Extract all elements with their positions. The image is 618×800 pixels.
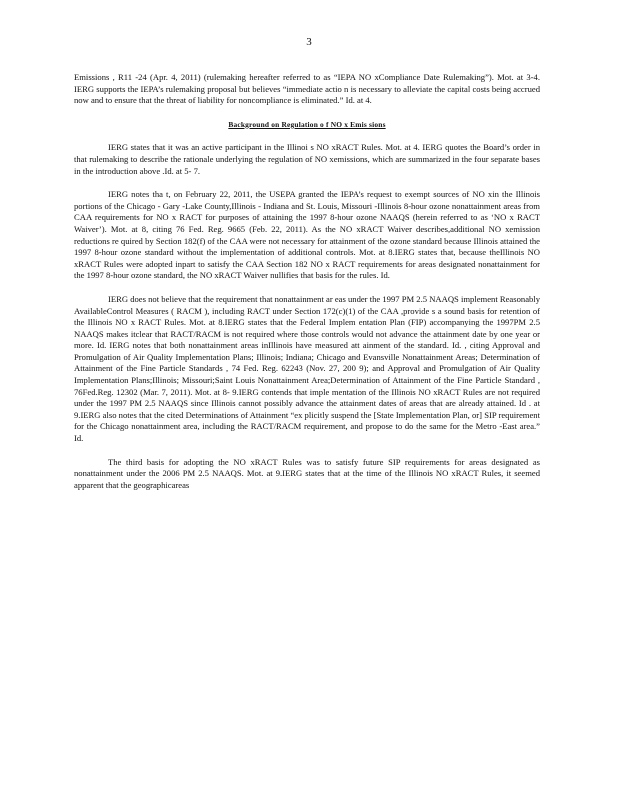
document-body <box>74 72 540 491</box>
paragraph-nox-ract-waiver: IERG notes tha t, on February 22, 2011, the USEPA granted the IEPA’s request to exempt sources of NO xin the Illinois portions of the Chicago - Gary -Lake County,Illinois - Indiana and St. Louis, Missouri -Illinois 8-hour ozone nonattainment areas from CAA requirements for NO x RACT for purposes of attaining the 1997 8-hour ozone NAAQS (herein referred to as ‘NO x RACT Waiver’). Mot. at 8, citing 76 Fed. Reg. 9665 (Feb. 22, 2011). As the NO xRACT Waiver describes,additional NO xemission reductions re quired by Section 182(f) of the CAA were not necessary for attainment of the ozone standard because Illinois attained the 1997 8-hour ozone standard without the implementation of additional controls. Mot. at 8.IERG states that, because theIllinois NO xRACT Rules were adopted inpart to satisfy the CAA Section 182 NO x RACT requirements for areas designated nonattainment for the 1997 8-hour ozone standard, the NO xRACT Waiver nullifies that basis for the rules. Id. <box>74 189 540 281</box>
paragraph-third-basis: The third basis for adopting the NO xRACT Rules was to satisfy future SIP requirements for areas designated as nonattainment under the 2006 PM 2.5 NAAQS. Mot. at 9.IERG states that at the time of the Illinois NO xRACT Rules, it seemed apparent that the geographicareas <box>74 456 540 490</box>
paragraph-pm25-naaqs: IERG does not believe that the requirement that nonattainment ar eas under the 1997 PM 2.5 NAAQS implement Reasonably AvailableControl Measures ( RACM ), including RACT under Section 172(c)(1) of the CAA ,provide s a sound basis for retention of the Illinois NO x RACT Rules. Mot. at 8.IERG states that the Federal Implem entation Plan (FIP) accompanying the 1997PM 2.5 NAAQS makes itclear that RACT/RACM is not required where those controls would not advance the attainment date by one year or more. Id. IERG notes that both nonattainment areas inIllinois have measured att ainment of the standard. Id. , citing Approval and Promulgation of Air Quality Implementation Plans; Illinois; Indiana; Chicago and Evansville Nonattainment Areas; Determination of Attainment of the Fine Particle Standards , 74 Fed. Reg. 62243 (Nov. 27, 200 9); and Approval and Promulgation of Air Quality Implementation Plans;Illinois; Missouri;Saint Louis Nonattainment Area;Determination of Attainment of the Fine Particle Standard , 76Fed.Reg. 12302 (Mar. 7, 2011). Mot. at 8- 9.IERG contends that imple mentation of the Illinois NO xRACT Rules are not required under the 1997 PM 2.5 NAAQS since Illinois cannot possibly advance the attainment dates of areas that are already attained. Id . at 9.IERG also notes that the cited Determinations of Attainment “ex plicitly suspend the [State Implementation Plan, or] SIP requirement for the Chicago nonattainment area, including the RACT/RACM requirement, and propose to do the same for the Metro -East area.” Id. <box>74 293 540 444</box>
page-number: 3 <box>306 36 312 48</box>
section-heading: Background on Regulation o f NO x Emis sions <box>228 119 386 129</box>
paragraph-continuation: Emissions , R11 -24 (Apr. 4, 2011) (rulemaking hereafter referred to as “IEPA NO xCompliance Date Rulemaking”). Mot. at 3-4. IERG supports the IEPA’s rulemaking proposal but believes “immediate actio n is necessary to alleviate the capital costs being accrued now and to ensure that the threat of liability for noncompliance is eliminated.” Id. at 4. <box>74 72 540 106</box>
paragraph-ierg-participant: IERG states that it was an active participant in the Illinoi s NO xRACT Rules. Mot. at 4. IERG quotes the Board’s order in that rulemaking to describe the rationale underlying the regulation of NO xemissions, which are summarized in the four separate bases in the introduction above .Id. at 5- 7. <box>74 142 540 176</box>
